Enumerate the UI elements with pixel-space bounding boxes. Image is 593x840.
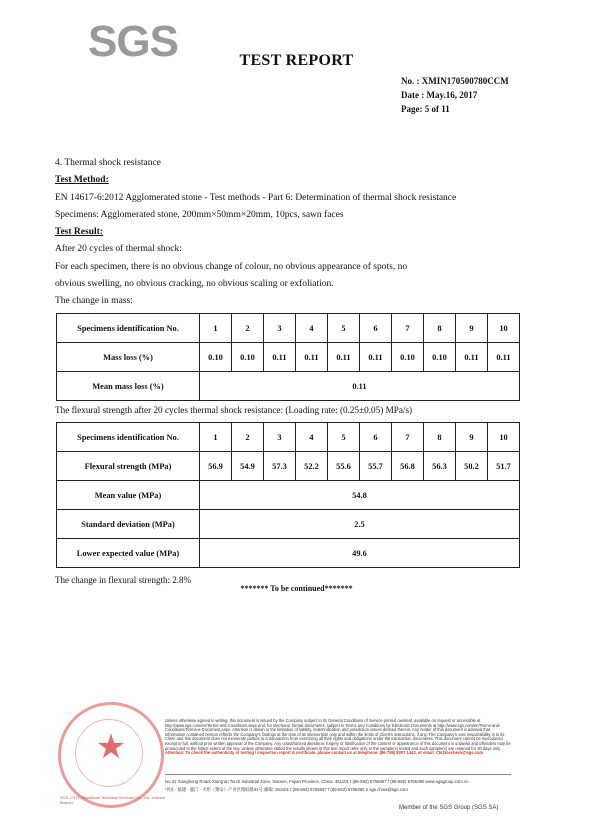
id-cell: 9 [456,423,488,452]
report-number: No. : XMIN170500780CCM [401,76,509,86]
id-label-cell: Specimens identification No. [57,423,200,452]
flexural-strength-cell: 56.8 [392,452,424,481]
mass-loss-cell: 0.10 [424,343,456,372]
id-cell: 8 [424,423,456,452]
page-title: TEST REPORT [239,52,354,69]
footer-disclaimer [165,719,511,756]
id-cell: 1 [200,423,232,452]
id-cell: 7 [392,314,424,343]
id-label-cell: Specimens identification No. [57,314,200,343]
flexural-strength-cell: 50.2 [456,452,488,481]
id-cell: 10 [488,314,520,343]
flexural-strength-cell: 55.7 [360,452,392,481]
test-method-text: EN 14617-6:2012 Agglomerated stone - Test methods - Part 6: Determination of thermal shock resistance [55,193,457,203]
mass-loss-cell: 0.11 [488,343,520,372]
id-cell: 2 [232,314,264,343]
company-seal [58,702,164,808]
authenticity-notice: Attention: To check the authenticity of testing / inspection report & certificate, please contact us at telephone: (86-755) 8307 1443, or email: CN.Doccheck@sgs.com [165,750,484,756]
table-row [57,343,520,372]
table-row [57,423,520,452]
section-heading: 4. Thermal shock resistance [55,158,161,168]
flexural-strength-cell: 52.2 [296,452,328,481]
mass-change-label: The change in mass: [55,296,133,306]
star-icon: ★ [95,729,127,766]
mass-loss-cell: 0.11 [328,343,360,372]
to-be-continued: ******* To be continued******* [240,584,353,593]
table-row [57,372,520,401]
id-cell: 5 [328,423,360,452]
lower-expected-value-label-cell: Lower expected value (MPa) [57,539,200,568]
mean-mass-loss-value-cell: 0.11 [200,372,520,401]
table-row [57,539,520,568]
id-cell: 3 [264,423,296,452]
footer-address [165,778,469,794]
specimens-text: Specimens: Agglomerated stone, 200mm×50mm×20mm, 10pcs, sawn faces [55,210,344,220]
mean-value-label-cell: Mean value (MPa) [57,481,200,510]
id-cell: 7 [392,423,424,452]
standard-deviation-label-cell: Standard deviation (MPa) [57,510,200,539]
flexural-strength-table [56,422,520,568]
test-method-label: Test Method: [55,175,109,185]
sgs-logo: SGS [88,17,178,66]
mass-loss-cell: 0.10 [200,343,232,372]
mass-loss-table [56,313,520,401]
table-row [57,452,520,481]
mean-value-cell: 54.8 [200,481,520,510]
flexural-strength-label-cell: Flexural strength (MPa) [57,452,200,481]
mass-loss-cell: 0.11 [456,343,488,372]
mass-loss-cell: 0.10 [392,343,424,372]
page-number: Page: 5 of 11 [401,104,450,114]
id-cell: 4 [296,314,328,343]
table-row [57,481,520,510]
mass-loss-label-cell: Mass loss (%) [57,343,200,372]
flexural-change-text: The change in flexural strength: 2.8% [55,575,191,585]
after-cycles-text: After 20 cycles of thermal shock: [55,244,182,254]
table-row [57,510,520,539]
id-cell: 5 [328,314,360,343]
id-cell: 8 [424,314,456,343]
flexural-strength-cell: 55.6 [328,452,360,481]
observation-line-1: For each specimen, there is no obvious change of colour, no obvious appearance of spots, no [55,262,408,272]
table-row [57,314,520,343]
id-cell: 4 [296,423,328,452]
seal-caption: SGS-CSTC Standards Technical Services Co., Ltd. Xiamen Branch [60,795,166,805]
mass-loss-cell: 0.11 [264,343,296,372]
id-cell: 10 [488,423,520,452]
mass-loss-cell: 0.11 [360,343,392,372]
flexural-strength-cell: 56.3 [424,452,456,481]
id-cell: 3 [264,314,296,343]
lower-expected-value-cell: 49.6 [200,539,520,568]
flexural-strength-cell: 51.7 [488,452,520,481]
mass-loss-cell: 0.11 [296,343,328,372]
standard-deviation-value-cell: 2.5 [200,510,520,539]
member-line: Member of the SGS Group (SGS SA) [399,805,499,811]
id-cell: 9 [456,314,488,343]
report-date: Date : May.16, 2017 [401,90,478,100]
id-cell: 6 [360,314,392,343]
test-result-label: Test Result: [55,227,103,237]
address-chinese: 中国 · 福建 · 厦门 · 火炬（翔安）产业区翔虹路31号 邮编: 361101 t (86-592) 5765657 f (86-592) 5765380 e sgs.china@sgs.com [165,787,408,792]
id-cell: 6 [360,423,392,452]
id-cell: 2 [232,423,264,452]
mass-loss-cell: 0.10 [232,343,264,372]
flexural-strength-cell: 54.9 [232,452,264,481]
flexural-strength-label: The flexural strength after 20 cycles thermal shock resistance: (Loading rate: (0.25±0.05) MPa/s) [55,405,413,415]
id-cell: 1 [200,314,232,343]
observation-line-2: obvious swelling, no obvious cracking, no obvious scaling or exfoliation. [55,279,334,289]
disclaimer-text: Unless otherwise agreed in writing, this document is issued by the Company subject to its General Conditions of Service printed overleaf, available on request or accessible at http://www.sgs.com/en/Terms-and-Conditions.aspx and, for electronic format documents, subject to Terms and Conditions for Electronic Documents at http://www.sgs.com/en/Terms-and-Conditions/Terms-e-Document.aspx. Attention is drawn to the limitation of liability, indemnification and jurisdiction issues defined therein. Any holder of this document is advised that information contained hereon reflects the Company's findings at the time of its intervention only and within the limits of Client's instructions, if any. The Company's sole responsibility is to its Client and this document does not exonerate parties to a transaction from exercising all their rights and obligations under the transaction documents. This document cannot be reproduced except in full, without prior written approval of the Company. Any unauthorized alteration, forgery or falsification of the content or appearance of this document is unlawful and offenders may be prosecuted to the fullest extent of the law. Unless otherwise stated the results shown in this test report refer only to the sample(s) tested and such sample(s) are retained for 30 days only. [165,718,511,751]
footer-divider [165,774,511,775]
address-english: No.31 Xianghong Road, Xiang'an Torch Industrial Zone, Xiamen, Fujian Province, China. 361101 t (86-592) 5765657 f (86-592) 5765380 www.sgsgroup.com.cn [165,779,469,784]
flexural-strength-cell: 57.3 [264,452,296,481]
mean-mass-loss-label-cell: Mean mass loss (%) [57,372,200,401]
flexural-strength-cell: 56.9 [200,452,232,481]
